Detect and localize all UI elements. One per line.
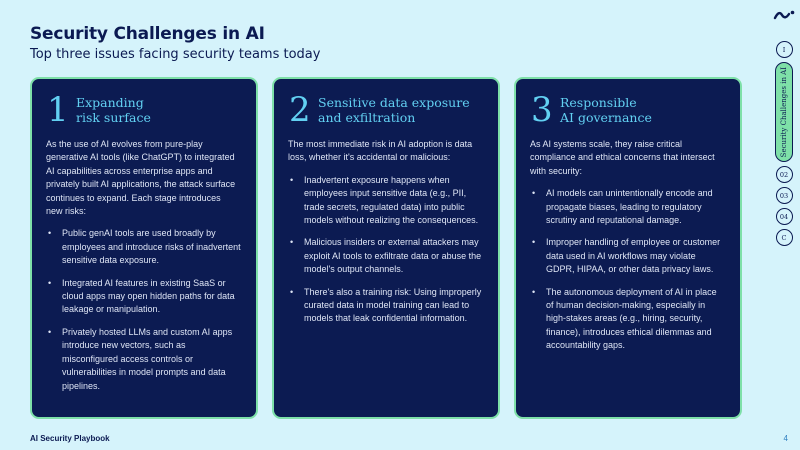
page-subtitle: Top three issues facing security teams today — [30, 47, 321, 62]
list-item — [288, 286, 484, 326]
bullet-text: Public genAI tools are used broadly by employees and introduce risks of inadvertent sensitive data exposure. — [62, 228, 241, 266]
card-bullet-list — [288, 174, 484, 326]
card-heading: Responsible AI governance — [560, 95, 652, 125]
card-header — [288, 90, 484, 137]
list-item — [46, 277, 242, 317]
nav-item-04[interactable]: 04 — [776, 208, 793, 225]
list-item — [288, 236, 484, 276]
list-item — [288, 174, 484, 228]
list-item — [46, 227, 242, 267]
nav-item-02[interactable]: 02 — [776, 166, 793, 183]
card-intro: The most immediate risk in AI adoption is data loss, whether it's accidental or malicious: — [288, 139, 473, 163]
bullet-text: AI models can unintentionally encode and propagate biases, leading to regulatory scrutiny and reputational damage. — [546, 188, 713, 226]
card-intro: As the use of AI evolves from pure-play generative AI tools (like ChatGPT) to integrated AI capabilities across enterprise apps and privately built AI applications, the attack surface continues to expand. Each stage introduces new risks: — [46, 139, 236, 217]
nav-item-conclusion[interactable]: C — [776, 229, 793, 246]
bullet-icon: • — [290, 286, 294, 297]
challenge-card-1 — [30, 77, 258, 419]
nav-item-intro[interactable]: I — [776, 41, 793, 58]
card-number: 1 — [47, 90, 69, 130]
bullet-icon: • — [48, 228, 52, 239]
bullet-icon: • — [290, 237, 294, 248]
side-nav — [768, 0, 800, 450]
page-title: Security Challenges in AI — [30, 24, 265, 44]
list-item — [530, 187, 726, 227]
bullet-text: There's also a training risk: Using improperly curated data in model training can lead to models that leak confidential information. — [304, 286, 482, 324]
card-heading: Expanding risk surface — [76, 95, 151, 125]
nav-item-03[interactable]: 03 — [776, 187, 793, 204]
bullet-text: Integrated AI features in existing SaaS or cloud apps may open hidden paths for data leakage or manipulation. — [62, 277, 235, 315]
bullet-icon: • — [532, 188, 536, 199]
card-bullet-list — [46, 227, 242, 392]
page-number: 4 — [783, 434, 788, 443]
list-item — [530, 286, 726, 353]
card-bullet-list — [530, 187, 726, 352]
bullet-text: Malicious insiders or external attackers may exploit AI tools to exfiltrate data or abuse the model's output channels. — [304, 237, 482, 275]
card-number: 3 — [531, 90, 553, 130]
bullet-text: The autonomous deployment of AI in place of human decision-making, especially in high-stakes areas (e.g., hiring, security, finance), introduces ethical dilemmas and accountability gaps. — [546, 286, 717, 351]
nav-item-active-label: Security Challenges in AI — [780, 66, 788, 158]
bullet-text: Inadvertent exposure happens when employees input sensitive data (e.g., PII, trade secrets, regulated data) into public models without realizing the consequences. — [304, 174, 479, 226]
bullet-icon: • — [532, 286, 536, 297]
bullet-icon: • — [48, 326, 52, 337]
bullet-icon: • — [290, 174, 294, 185]
list-item — [46, 326, 242, 393]
wave-logo-icon[interactable] — [773, 8, 795, 26]
bullet-text: Improper handling of employee or customer data used in AI workflows may violate GDPR, HIPAA, or other data privacy laws. — [546, 237, 721, 275]
footer-label: AI Security Playbook — [30, 434, 110, 443]
bullet-text: Privately hosted LLMs and custom AI apps introduce new vectors, such as misconfigured access controls or vulnerabilities in model prompts and data pipelines. — [62, 326, 233, 391]
card-intro: As AI systems scale, they raise critical compliance and ethical concerns that intersect with security: — [530, 139, 715, 176]
card-header — [530, 90, 726, 137]
bullet-icon: • — [48, 277, 52, 288]
page-header — [30, 24, 320, 62]
card-header — [46, 90, 242, 137]
challenge-card-3 — [514, 77, 742, 419]
card-heading: Sensitive data exposure and exfiltration — [318, 95, 470, 125]
bullet-icon: • — [532, 237, 536, 248]
nav-item-active[interactable] — [775, 62, 793, 162]
card-number: 2 — [289, 90, 311, 130]
challenge-card-2 — [272, 77, 500, 419]
list-item — [530, 236, 726, 276]
